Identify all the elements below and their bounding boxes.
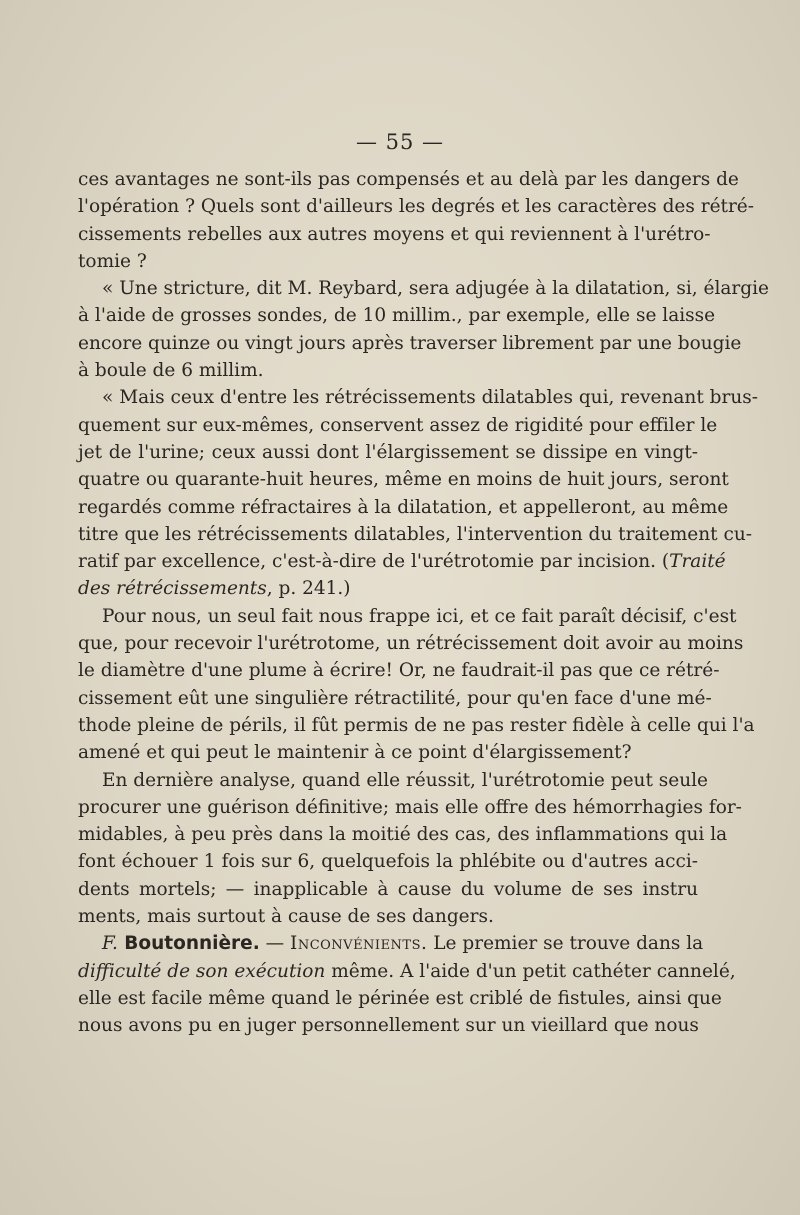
section-heading: Boutonnière. bbox=[117, 933, 260, 955]
text-line: à l'aide de grosses sondes, de 10 millim., par exemple, elle se laisse bbox=[78, 305, 716, 327]
body-text bbox=[78, 166, 769, 1040]
text-line: tomie ? bbox=[78, 250, 147, 272]
text-line: quement sur eux-mêmes, conservent assez de rigidité pour effiler le bbox=[78, 414, 718, 436]
text-line: à boule de 6 millim. bbox=[78, 360, 264, 382]
text-line: regardés comme réfractaires à la dilatation, et appelleront, au même bbox=[78, 496, 729, 518]
text-span: même. A l'aide d'un petit cathéter cannelé, bbox=[325, 960, 736, 982]
text-line: dents mortels; — inapplicable à cause du volume de ses instru bbox=[78, 878, 698, 900]
text-line: cissements rebelles aux autres moyens et qui reviennent à l'urétro- bbox=[78, 223, 711, 245]
text-line: ments, mais surtout à cause de ses dangers. bbox=[78, 906, 494, 928]
text-line: font échouer 1 fois sur 6, quelquefois la phlébite ou d'autres acci- bbox=[78, 851, 698, 873]
text-line: le diamètre d'une plume à écrire! Or, ne faudrait-il pas que ce rétré- bbox=[78, 660, 720, 682]
subsection-label: Inconvénients. bbox=[290, 933, 428, 955]
citation-title: Traité bbox=[669, 551, 726, 573]
text-span: , p. 241.) bbox=[266, 578, 351, 600]
section-letter: F. bbox=[102, 933, 118, 955]
text-line: quatre ou quarante-huit heures, même en moins de huit jours, seront bbox=[78, 469, 729, 491]
text-line bbox=[78, 575, 698, 602]
text-line bbox=[78, 930, 704, 957]
text-line: titre que les rétrécissements dilatables, l'intervention du traitement cu- bbox=[78, 523, 753, 545]
text-line: amené et qui peut le maintenir à ce point d'élargissement? bbox=[78, 742, 632, 764]
text-line: En dernière analyse, quand elle réussit, l'urétrotomie peut seule bbox=[102, 769, 709, 791]
page-number: — 55 — bbox=[355, 130, 445, 154]
text-line bbox=[78, 958, 736, 985]
text-line: Pour nous, un seul fait nous frappe ici, et ce fait paraît décisif, c'est bbox=[102, 605, 737, 627]
text-line: « Mais ceux d'entre les rétrécissements dilatables qui, revenant brus- bbox=[102, 387, 758, 409]
emphasis-text: difficulté de son exécution bbox=[78, 960, 326, 982]
text-line: nous avons pu en juger personnellement sur un vieillard que nous bbox=[78, 1015, 699, 1037]
text-line: que, pour recevoir l'urétrotome, un rétrécissement doit avoir au moins bbox=[78, 633, 744, 655]
text-line: thode pleine de périls, il fût permis de ne pas rester fidèle à celle qui l'a bbox=[78, 714, 755, 736]
citation-title: des rétrécissements bbox=[78, 578, 267, 600]
text-span: Le premier se trouve dans la bbox=[427, 933, 704, 955]
text-line bbox=[78, 548, 726, 575]
text-line: l'opération ? Quels sont d'ailleurs les degrés et les caractères des rétré- bbox=[78, 196, 755, 218]
text-line: « Une stricture, dit M. Reybard, sera adjugée à la dilatation, si, élargie bbox=[102, 278, 769, 300]
text-line: encore quinze ou vingt jours après traverser librement par une bougie bbox=[78, 332, 742, 354]
text-span: ratif par excellence, c'est-à-dire de l'urétrotomie par incision. ( bbox=[78, 551, 670, 573]
text-line: ces avantages ne sont-ils pas compensés et au delà par les dangers de bbox=[78, 169, 739, 190]
text-line: jet de l'urine; ceux aussi dont l'élargissement se dissipe en vingt- bbox=[78, 441, 698, 463]
text-line: procurer une guérison définitive; mais elle offre des hémorrhagies for- bbox=[78, 796, 742, 818]
text-line: midables, à peu près dans la moitié des cas, des inflammations qui la bbox=[78, 824, 728, 846]
text-span: — bbox=[259, 933, 291, 955]
text-line: elle est facile même quand le périnée est criblé de fistules, ainsi que bbox=[78, 987, 722, 1009]
text-line: cissement eût une singulière rétractilité, pour qu'en face d'une mé- bbox=[78, 687, 712, 709]
